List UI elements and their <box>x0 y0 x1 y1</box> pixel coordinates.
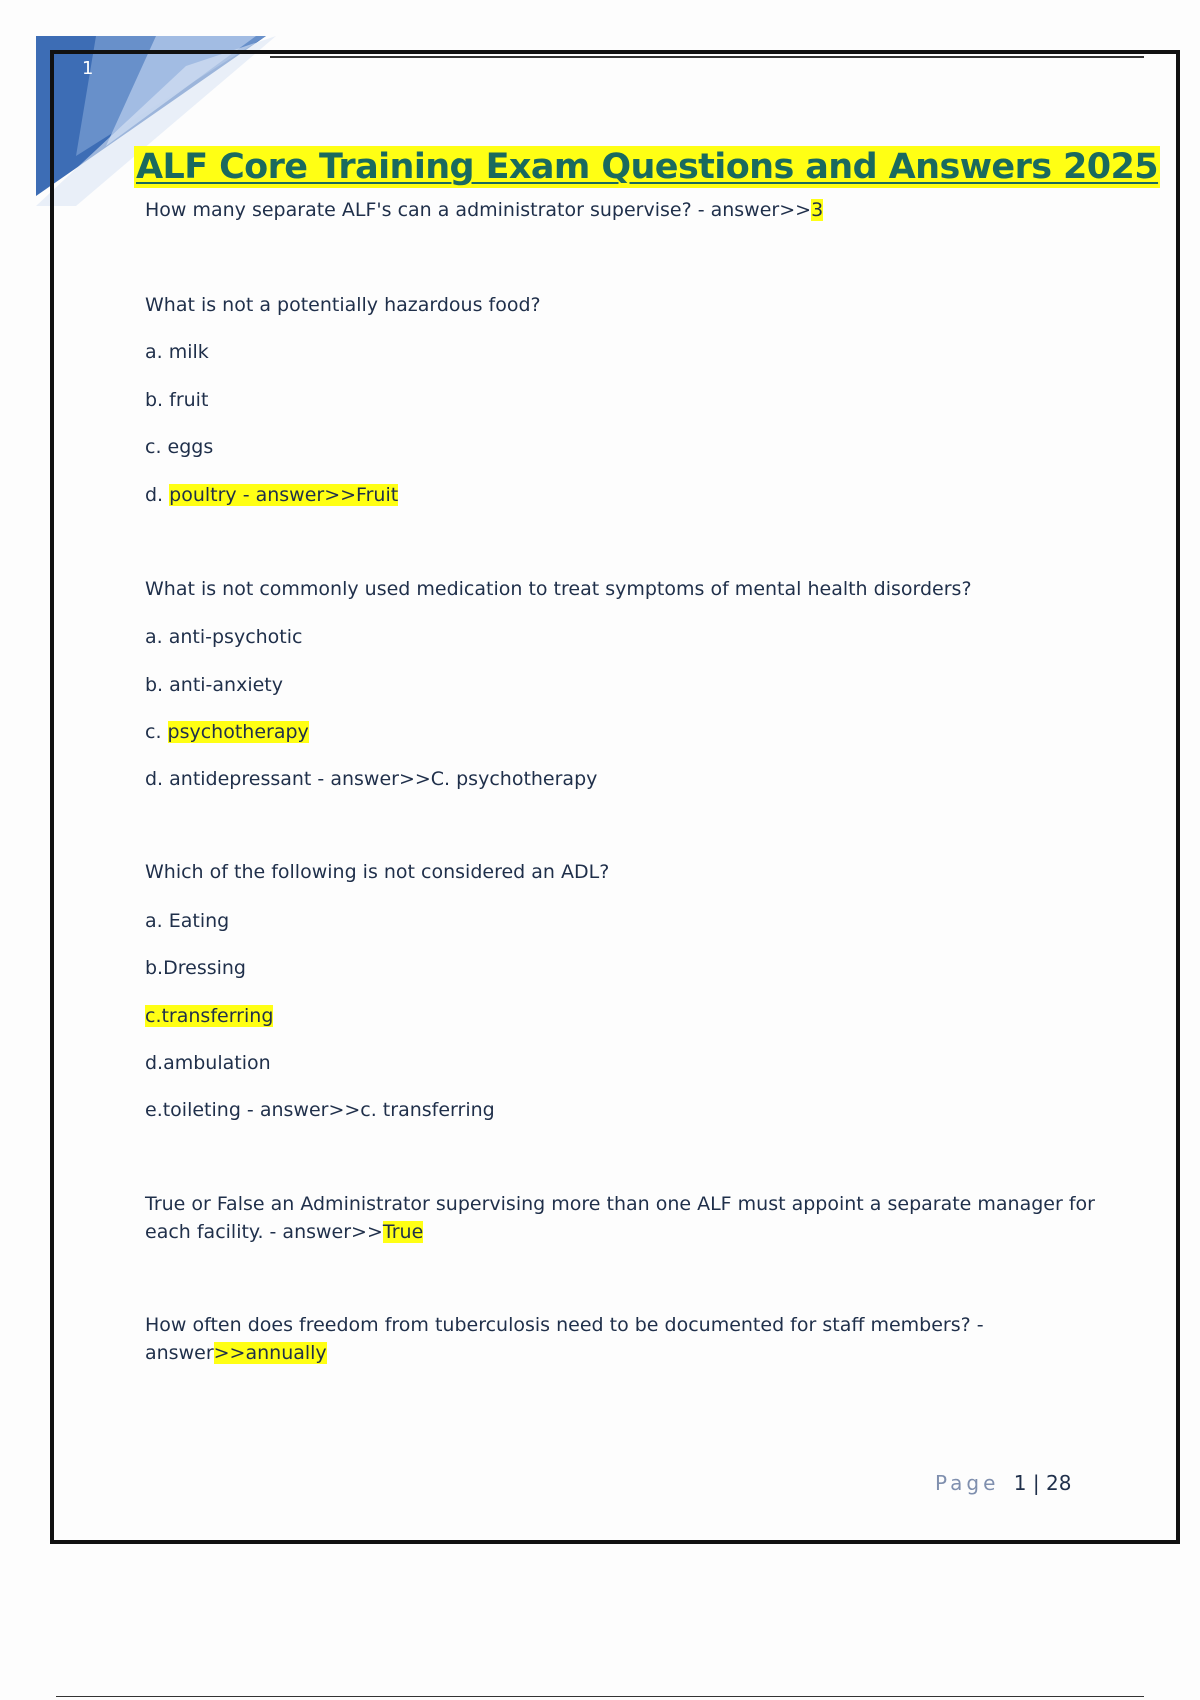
q3-option-d: d. antidepressant - answer>>C. psychotherapy <box>145 768 598 790</box>
footer-page-word: Page <box>935 1471 1000 1495</box>
q2-question: What is not a potentially hazardous food? <box>145 294 541 316</box>
q3-question: What is not commonly used medication to treat symptoms of mental health disorders? <box>145 578 972 600</box>
bottom-rule <box>56 1696 1144 1697</box>
q5-line2: each facility. - answer>>True <box>145 1221 424 1243</box>
header-page-number: 1 <box>82 58 94 79</box>
q4-option-b: b.Dressing <box>145 957 246 979</box>
q4-answer: c.transferring <box>145 1005 274 1027</box>
q2-option-c: c. eggs <box>145 436 214 458</box>
q2-answer: poultry - answer>>Fruit <box>169 484 399 506</box>
q4-question: Which of the following is not considered an ADL? <box>145 861 610 883</box>
q5-answer: True <box>382 1221 424 1243</box>
q6-answer: >>annually <box>213 1342 327 1364</box>
q3-option-b: b. anti-anxiety <box>145 674 284 696</box>
q4-option-e: e.toileting - answer>>c. transferring <box>145 1099 495 1121</box>
q4-option-a: a. Eating <box>145 910 230 932</box>
q2-option-a: a. milk <box>145 341 209 363</box>
footer-total-pages: 28 <box>1045 1471 1072 1495</box>
q4-option-c <box>145 1003 273 1029</box>
top-rule <box>270 56 1144 58</box>
footer-current-page: 1 <box>1013 1471 1027 1495</box>
footer-separator: | <box>1032 1471 1040 1495</box>
q1-line: How many separate ALF's can a administrator supervise? - answer>>3 <box>145 199 824 221</box>
q3-option-c: c. psychotherapy <box>145 721 309 743</box>
q4-option-d: d.ambulation <box>145 1052 271 1074</box>
q1-answer: 3 <box>811 199 824 221</box>
page-footer <box>935 1471 1071 1495</box>
q6-line2: answer>>annually <box>145 1342 327 1364</box>
q6-line1: How often does freedom from tuberculosis need to be documented for staff members? - <box>145 1314 984 1336</box>
q2-option-b: b. fruit <box>145 389 209 411</box>
document-title: ALF Core Training Exam Questions and Answers 2025 <box>136 147 1159 187</box>
q2-option-d: d. poultry - answer>>Fruit <box>145 484 399 506</box>
q5-line1: True or False an Administrator supervising more than one ALF must appoint a separate manager for <box>145 1193 1095 1215</box>
q3-option-a: a. anti-psychotic <box>145 626 303 648</box>
q3-answer: psychotherapy <box>167 721 309 743</box>
